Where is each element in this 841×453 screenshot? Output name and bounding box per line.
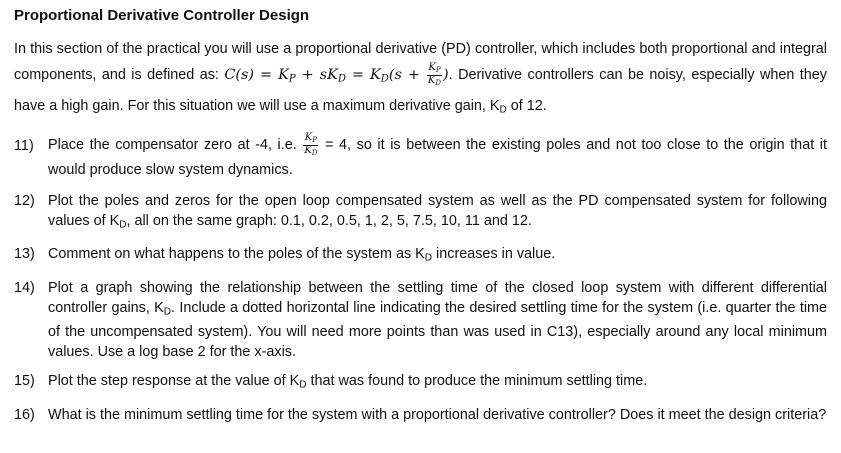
item-text: What is the minimum settling time for the system with a proportional derivative controller? Does it meet the design criteria? [48, 406, 827, 423]
list-item [14, 405, 827, 430]
item-number: 11) [14, 138, 34, 155]
kp-over-kd-fraction: $\frac{K_P}{K_D}$ [427, 61, 442, 87]
item-text: Place the compensator zero at -4, i.e. $\frac{K_P}{K_D}$ = 4, so it is between the existing poles and not too close to the origin that it would produce slow system dynamics. [48, 132, 827, 178]
item-text: Plot the poles and zeros for the open loop compensated system as well as the PD compensated system for following values of $K_D$, all on the same graph: 0.1, 0.2, 0.5, 1, 2, 5, 7.5, 10, 11 and 12. [48, 192, 827, 231]
list-item [14, 371, 827, 396]
list-item [14, 133, 827, 182]
item-text: Comment on what happens to the poles of the system as $K_D$ increases in value. [48, 246, 556, 264]
item-number: 12) [14, 192, 35, 209]
controller-equation: $C(s) = K_P + sK_D = K_D(s$ + $\frac{K_P}{K_D}$ ) [224, 61, 449, 87]
list-item [14, 191, 827, 236]
task-list [14, 133, 827, 429]
section-title: Proportional Derivative Controller Design [14, 7, 310, 24]
item-text: Plot a graph showing the relationship between the settling time of the closed loop system with different differential controller gains, $K_D$. Include a dotted horizontal line indicating the desired settling time for the system (i.e. quarter the time of the uncompensated system). You will need more points than was used in C13), especially around any local minimum values. Use a log base 2 for the x-axis. [48, 279, 828, 361]
item-number: 16) [14, 406, 35, 423]
list-item [14, 244, 827, 269]
item-number: 13) [14, 246, 35, 263]
list-item [14, 278, 827, 363]
kp-over-kd-fraction: $\frac{K_P}{K_D}$ [304, 132, 318, 157]
item-number: 14) [14, 279, 35, 296]
item-text: Plot the step response at the value of $K_D$ that was found to produce the minimum settling time. [48, 373, 648, 391]
intro-text-1: In this section of the practical you will use a proportional derivative (PD) controller, which includes both proportional and integral components, and is defined as: [14, 41, 827, 83]
item-number: 15) [14, 373, 35, 390]
intro-text-2: . Derivative controllers can be noisy, especially when they have a high gain. For this situation we will use a maximum derivative gain, K [14, 67, 827, 114]
intro-paragraph: In this section of the practical you will use a proportional derivative (PD) controller, which includes both proportional and integral components, and is defined as: $C(s) = K_P + sK_D = K_D(s$ + $\frac{K_P}{K_D}$ ). Derivative controllers can be noisy, especially when they have a high gain. For this situation we will use a maximum derivative gain, $K_D$ of 12. [14, 41, 827, 116]
